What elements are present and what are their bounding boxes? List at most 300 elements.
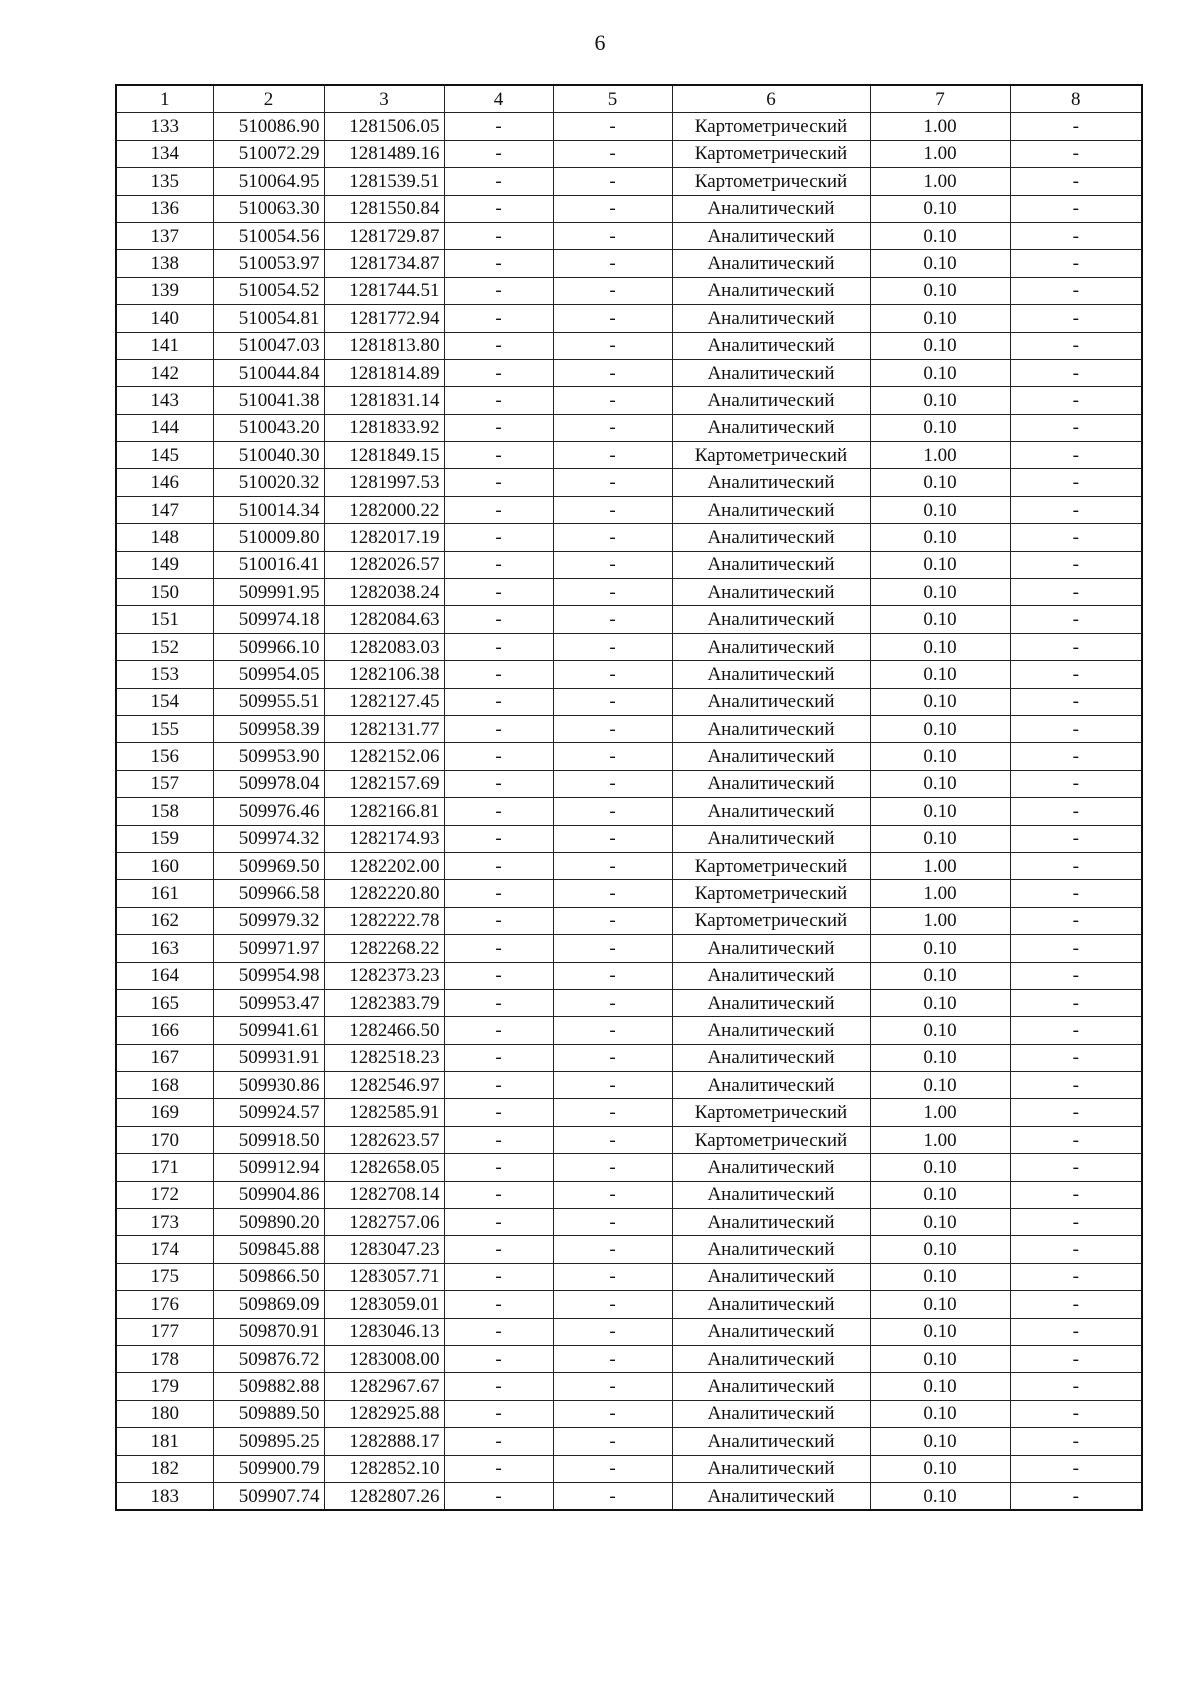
table-row (116, 469, 1142, 496)
table-cell-col-1: 136 (116, 195, 213, 222)
table-row (116, 1181, 1142, 1208)
table-cell-col-8: - (1010, 195, 1142, 222)
table-cell-col-5: - (553, 250, 672, 277)
table-cell-col-5: - (553, 305, 672, 332)
table-row (116, 1263, 1142, 1290)
table-cell-col-6: Аналитический (672, 1044, 870, 1071)
table-cell-col-4: - (444, 414, 553, 441)
column-header-3: 3 (324, 85, 444, 113)
table-cell-col-7: 0.10 (870, 743, 1010, 770)
table-cell-col-1: 166 (116, 1017, 213, 1044)
table-cell-col-2: 509966.58 (213, 880, 324, 907)
table-cell-col-3: 1282383.79 (324, 989, 444, 1016)
table-cell-col-1: 163 (116, 935, 213, 962)
table-cell-col-2: 509979.32 (213, 907, 324, 934)
table-row (116, 1373, 1142, 1400)
table-cell-col-8: - (1010, 798, 1142, 825)
table-cell-col-3: 1282658.05 (324, 1154, 444, 1181)
table-row (116, 989, 1142, 1016)
table-cell-col-7: 0.10 (870, 222, 1010, 249)
table-cell-col-5: - (553, 825, 672, 852)
table-cell-col-1: 142 (116, 359, 213, 386)
table-cell-col-8: - (1010, 1072, 1142, 1099)
table-cell-col-4: - (444, 496, 553, 523)
table-cell-col-7: 0.10 (870, 715, 1010, 742)
table-cell-col-1: 150 (116, 579, 213, 606)
table-cell-col-6: Аналитический (672, 1318, 870, 1345)
table-cell-col-7: 0.10 (870, 195, 1010, 222)
table-cell-col-7: 0.10 (870, 798, 1010, 825)
table-row (116, 1482, 1142, 1510)
table-cell-col-4: - (444, 195, 553, 222)
table-cell-col-6: Аналитический (672, 1236, 870, 1263)
table-cell-col-6: Аналитический (672, 1209, 870, 1236)
table-cell-col-8: - (1010, 1400, 1142, 1427)
table-cell-col-5: - (553, 962, 672, 989)
table-cell-col-5: - (553, 606, 672, 633)
table-cell-col-6: Аналитический (672, 770, 870, 797)
table-row (116, 305, 1142, 332)
table-cell-col-7: 1.00 (870, 907, 1010, 934)
table-cell-col-4: - (444, 989, 553, 1016)
table-cell-col-1: 171 (116, 1154, 213, 1181)
table-cell-col-3: 1283047.23 (324, 1236, 444, 1263)
table-cell-col-7: 1.00 (870, 852, 1010, 879)
table-cell-col-6: Картометрический (672, 907, 870, 934)
table-cell-col-3: 1283057.71 (324, 1263, 444, 1290)
table-cell-col-2: 510054.81 (213, 305, 324, 332)
table-cell-col-3: 1283008.00 (324, 1345, 444, 1372)
table-cell-col-5: - (553, 469, 672, 496)
table-cell-col-1: 134 (116, 140, 213, 167)
table-row (116, 688, 1142, 715)
table-cell-col-2: 509958.39 (213, 715, 324, 742)
table-cell-col-6: Аналитический (672, 277, 870, 304)
table-cell-col-5: - (553, 1181, 672, 1208)
table-cell-col-5: - (553, 414, 672, 441)
table-cell-col-1: 165 (116, 989, 213, 1016)
table-cell-col-5: - (553, 277, 672, 304)
table-cell-col-5: - (553, 359, 672, 386)
table-cell-col-1: 143 (116, 387, 213, 414)
table-row (116, 825, 1142, 852)
table-cell-col-8: - (1010, 989, 1142, 1016)
table-cell-col-7: 0.10 (870, 1017, 1010, 1044)
table-cell-col-6: Аналитический (672, 688, 870, 715)
table-cell-col-5: - (553, 1044, 672, 1071)
table-row (116, 414, 1142, 441)
table-cell-col-4: - (444, 1181, 553, 1208)
table-cell-col-3: 1282131.77 (324, 715, 444, 742)
table-cell-col-4: - (444, 1400, 553, 1427)
table-cell-col-1: 182 (116, 1455, 213, 1482)
table-cell-col-6: Аналитический (672, 798, 870, 825)
table-cell-col-6: Аналитический (672, 305, 870, 332)
table-cell-col-7: 0.10 (870, 1482, 1010, 1510)
table-cell-col-5: - (553, 935, 672, 962)
table-cell-col-2: 509889.50 (213, 1400, 324, 1427)
table-cell-col-2: 509991.95 (213, 579, 324, 606)
table-cell-col-1: 151 (116, 606, 213, 633)
table-cell-col-6: Аналитический (672, 414, 870, 441)
table-cell-col-6: Картометрический (672, 1126, 870, 1153)
table-row (116, 113, 1142, 140)
table-cell-col-7: 0.10 (870, 661, 1010, 688)
table-cell-col-7: 1.00 (870, 168, 1010, 195)
table-row (116, 1345, 1142, 1372)
table-cell-col-2: 509953.47 (213, 989, 324, 1016)
table-cell-col-5: - (553, 579, 672, 606)
table-cell-col-7: 0.10 (870, 1236, 1010, 1263)
table-row (116, 1154, 1142, 1181)
table-row (116, 1209, 1142, 1236)
table-cell-col-8: - (1010, 1428, 1142, 1455)
table-cell-col-7: 1.00 (870, 1126, 1010, 1153)
table-row (116, 496, 1142, 523)
table-cell-col-1: 145 (116, 442, 213, 469)
table-cell-col-7: 0.10 (870, 250, 1010, 277)
table-cell-col-5: - (553, 715, 672, 742)
table-cell-col-4: - (444, 880, 553, 907)
table-cell-col-1: 152 (116, 633, 213, 660)
table-row (116, 1099, 1142, 1126)
table-cell-col-5: - (553, 1373, 672, 1400)
table-cell-col-3: 1282174.93 (324, 825, 444, 852)
table-cell-col-3: 1281849.15 (324, 442, 444, 469)
table-row (116, 222, 1142, 249)
table-cell-col-4: - (444, 222, 553, 249)
table-cell-col-2: 509974.32 (213, 825, 324, 852)
table-cell-col-5: - (553, 852, 672, 879)
table-cell-col-8: - (1010, 579, 1142, 606)
table-row (116, 962, 1142, 989)
table-cell-col-4: - (444, 113, 553, 140)
table-cell-col-5: - (553, 989, 672, 1016)
table-row (116, 277, 1142, 304)
table-cell-col-8: - (1010, 387, 1142, 414)
table-cell-col-3: 1282152.06 (324, 743, 444, 770)
table-cell-col-5: - (553, 1126, 672, 1153)
table-cell-col-7: 0.10 (870, 1291, 1010, 1318)
table-cell-col-8: - (1010, 469, 1142, 496)
table-cell-col-8: - (1010, 222, 1142, 249)
table-cell-col-3: 1281734.87 (324, 250, 444, 277)
table-cell-col-7: 1.00 (870, 1099, 1010, 1126)
table-cell-col-8: - (1010, 250, 1142, 277)
table-cell-col-8: - (1010, 551, 1142, 578)
table-cell-col-7: 0.10 (870, 1263, 1010, 1290)
table-row (116, 387, 1142, 414)
table-cell-col-3: 1283059.01 (324, 1291, 444, 1318)
table-row (116, 524, 1142, 551)
table-cell-col-4: - (444, 661, 553, 688)
table-cell-col-5: - (553, 551, 672, 578)
table-row (116, 1236, 1142, 1263)
table-row (116, 442, 1142, 469)
table-cell-col-6: Аналитический (672, 469, 870, 496)
table-cell-col-4: - (444, 1072, 553, 1099)
table-cell-col-5: - (553, 1099, 672, 1126)
table-cell-col-1: 180 (116, 1400, 213, 1427)
table-cell-col-2: 509912.94 (213, 1154, 324, 1181)
table-cell-col-1: 164 (116, 962, 213, 989)
table-cell-col-8: - (1010, 633, 1142, 660)
table-cell-col-7: 0.10 (870, 414, 1010, 441)
table-cell-col-4: - (444, 770, 553, 797)
table-cell-col-3: 1281831.14 (324, 387, 444, 414)
table-cell-col-6: Картометрический (672, 113, 870, 140)
table-cell-col-5: - (553, 1291, 672, 1318)
table-cell-col-4: - (444, 579, 553, 606)
table-cell-col-2: 509870.91 (213, 1318, 324, 1345)
table-cell-col-7: 0.10 (870, 1345, 1010, 1372)
table-cell-col-7: 0.10 (870, 770, 1010, 797)
table-cell-col-8: - (1010, 1044, 1142, 1071)
table-cell-col-2: 510054.52 (213, 277, 324, 304)
table-body (116, 113, 1142, 1510)
column-header-7: 7 (870, 85, 1010, 113)
table-row (116, 1044, 1142, 1071)
table-cell-col-1: 181 (116, 1428, 213, 1455)
table-cell-col-4: - (444, 1291, 553, 1318)
table-cell-col-6: Аналитический (672, 551, 870, 578)
table-cell-col-1: 158 (116, 798, 213, 825)
table-cell-col-4: - (444, 606, 553, 633)
table-cell-col-5: - (553, 1482, 672, 1510)
column-header-4: 4 (444, 85, 553, 113)
table-cell-col-1: 168 (116, 1072, 213, 1099)
table-cell-col-6: Аналитический (672, 1017, 870, 1044)
table-cell-col-5: - (553, 1154, 672, 1181)
table-cell-col-2: 509969.50 (213, 852, 324, 879)
table-cell-col-2: 510041.38 (213, 387, 324, 414)
table-cell-col-6: Аналитический (672, 661, 870, 688)
table-cell-col-6: Аналитический (672, 1154, 870, 1181)
table-row (116, 852, 1142, 879)
table-cell-col-8: - (1010, 1126, 1142, 1153)
table-cell-col-6: Картометрический (672, 442, 870, 469)
table-cell-col-2: 510053.97 (213, 250, 324, 277)
table-cell-col-1: 170 (116, 1126, 213, 1153)
table-cell-col-4: - (444, 551, 553, 578)
table-row (116, 1291, 1142, 1318)
table-cell-col-3: 1282026.57 (324, 551, 444, 578)
table-row (116, 1400, 1142, 1427)
table-cell-col-6: Аналитический (672, 743, 870, 770)
table-cell-col-6: Аналитический (672, 222, 870, 249)
table-cell-col-4: - (444, 1209, 553, 1236)
table-cell-col-6: Аналитический (672, 1428, 870, 1455)
table-cell-col-3: 1282268.22 (324, 935, 444, 962)
table-row (116, 332, 1142, 359)
table-row (116, 1455, 1142, 1482)
table-cell-col-7: 0.10 (870, 524, 1010, 551)
table-cell-col-3: 1282157.69 (324, 770, 444, 797)
table-cell-col-2: 509971.97 (213, 935, 324, 962)
table-cell-col-1: 167 (116, 1044, 213, 1071)
table-cell-col-1: 179 (116, 1373, 213, 1400)
table-cell-col-6: Аналитический (672, 633, 870, 660)
table-cell-col-7: 0.10 (870, 1181, 1010, 1208)
table-cell-col-4: - (444, 524, 553, 551)
table-cell-col-2: 510047.03 (213, 332, 324, 359)
table-cell-col-5: - (553, 798, 672, 825)
table-cell-col-1: 157 (116, 770, 213, 797)
table-cell-col-1: 162 (116, 907, 213, 934)
table-cell-col-6: Аналитический (672, 1291, 870, 1318)
table-cell-col-2: 509941.61 (213, 1017, 324, 1044)
table-cell-col-7: 0.10 (870, 1455, 1010, 1482)
table-cell-col-6: Аналитический (672, 195, 870, 222)
table-cell-col-8: - (1010, 359, 1142, 386)
table-cell-col-4: - (444, 250, 553, 277)
table-cell-col-8: - (1010, 496, 1142, 523)
table-cell-col-8: - (1010, 1154, 1142, 1181)
table-cell-col-1: 147 (116, 496, 213, 523)
table-cell-col-2: 509953.90 (213, 743, 324, 770)
column-header-8: 8 (1010, 85, 1142, 113)
table-cell-col-6: Аналитический (672, 825, 870, 852)
table-cell-col-3: 1283046.13 (324, 1318, 444, 1345)
table-cell-col-3: 1281539.51 (324, 168, 444, 195)
table-cell-col-2: 509978.04 (213, 770, 324, 797)
table-cell-col-7: 0.10 (870, 825, 1010, 852)
table-cell-col-3: 1281489.16 (324, 140, 444, 167)
table-cell-col-2: 509931.91 (213, 1044, 324, 1071)
table-cell-col-6: Аналитический (672, 1400, 870, 1427)
table-cell-col-2: 509882.88 (213, 1373, 324, 1400)
table-cell-col-1: 155 (116, 715, 213, 742)
table-cell-col-3: 1282888.17 (324, 1428, 444, 1455)
table-row (116, 250, 1142, 277)
table-cell-col-8: - (1010, 140, 1142, 167)
table-cell-col-3: 1282038.24 (324, 579, 444, 606)
table-cell-col-8: - (1010, 825, 1142, 852)
table-cell-col-8: - (1010, 606, 1142, 633)
table-cell-col-3: 1282106.38 (324, 661, 444, 688)
table-cell-col-8: - (1010, 332, 1142, 359)
table-cell-col-7: 0.10 (870, 277, 1010, 304)
table-cell-col-2: 509930.86 (213, 1072, 324, 1099)
table-cell-col-6: Аналитический (672, 1072, 870, 1099)
table-cell-col-4: - (444, 140, 553, 167)
table-row (116, 880, 1142, 907)
table-row (116, 359, 1142, 386)
table-cell-col-7: 0.10 (870, 496, 1010, 523)
table-cell-col-8: - (1010, 1099, 1142, 1126)
table-cell-col-8: - (1010, 524, 1142, 551)
table-cell-col-6: Картометрический (672, 1099, 870, 1126)
table-cell-col-8: - (1010, 661, 1142, 688)
table-cell-col-7: 0.10 (870, 469, 1010, 496)
table-row (116, 606, 1142, 633)
table-cell-col-8: - (1010, 113, 1142, 140)
table-row (116, 195, 1142, 222)
table-cell-col-5: - (553, 1017, 672, 1044)
table-cell-col-8: - (1010, 1455, 1142, 1482)
table-cell-col-5: - (553, 442, 672, 469)
table-cell-col-7: 0.10 (870, 305, 1010, 332)
table-cell-col-6: Аналитический (672, 250, 870, 277)
table-cell-col-4: - (444, 743, 553, 770)
table-cell-col-3: 1281550.84 (324, 195, 444, 222)
table-row (116, 140, 1142, 167)
table-cell-col-3: 1282623.57 (324, 1126, 444, 1153)
table-cell-col-8: - (1010, 168, 1142, 195)
table-cell-col-8: - (1010, 880, 1142, 907)
table-cell-col-8: - (1010, 1017, 1142, 1044)
table-cell-col-2: 510064.95 (213, 168, 324, 195)
table-row (116, 1017, 1142, 1044)
table-cell-col-2: 509976.46 (213, 798, 324, 825)
table-cell-col-4: - (444, 1263, 553, 1290)
table-cell-col-2: 509966.10 (213, 633, 324, 660)
table-cell-col-5: - (553, 1345, 672, 1372)
table-cell-col-1: 154 (116, 688, 213, 715)
table-row (116, 743, 1142, 770)
table-cell-col-4: - (444, 688, 553, 715)
table-cell-col-8: - (1010, 743, 1142, 770)
table-cell-col-3: 1282757.06 (324, 1209, 444, 1236)
table-cell-col-7: 0.10 (870, 1154, 1010, 1181)
table-cell-col-6: Аналитический (672, 1373, 870, 1400)
table-cell-col-4: - (444, 332, 553, 359)
table-cell-col-1: 174 (116, 1236, 213, 1263)
table-cell-col-2: 509876.72 (213, 1345, 324, 1372)
table-cell-col-3: 1282546.97 (324, 1072, 444, 1099)
table-cell-col-8: - (1010, 1318, 1142, 1345)
table-cell-col-8: - (1010, 1291, 1142, 1318)
table-cell-col-8: - (1010, 935, 1142, 962)
table-cell-col-8: - (1010, 1482, 1142, 1510)
table-cell-col-1: 148 (116, 524, 213, 551)
column-header-1: 1 (116, 85, 213, 113)
table-cell-col-1: 133 (116, 113, 213, 140)
table-cell-col-8: - (1010, 1236, 1142, 1263)
table-cell-col-5: - (553, 1209, 672, 1236)
table-cell-col-3: 1282000.22 (324, 496, 444, 523)
table-cell-col-6: Аналитический (672, 935, 870, 962)
table-cell-col-7: 0.10 (870, 332, 1010, 359)
table-cell-col-6: Аналитический (672, 1263, 870, 1290)
table-cell-col-4: - (444, 168, 553, 195)
table-cell-col-4: - (444, 1099, 553, 1126)
table-cell-col-6: Аналитический (672, 606, 870, 633)
table-cell-col-3: 1282585.91 (324, 1099, 444, 1126)
table-header-row (116, 85, 1142, 113)
table-cell-col-5: - (553, 661, 672, 688)
table-cell-col-1: 139 (116, 277, 213, 304)
table-cell-col-7: 0.10 (870, 387, 1010, 414)
table-cell-col-7: 0.10 (870, 1072, 1010, 1099)
table-cell-col-3: 1281814.89 (324, 359, 444, 386)
table-cell-col-7: 0.10 (870, 1428, 1010, 1455)
table-cell-col-4: - (444, 1455, 553, 1482)
table-cell-col-3: 1282166.81 (324, 798, 444, 825)
table-cell-col-2: 509904.86 (213, 1181, 324, 1208)
table-cell-col-7: 1.00 (870, 140, 1010, 167)
table-cell-col-3: 1282967.67 (324, 1373, 444, 1400)
table-cell-col-8: - (1010, 277, 1142, 304)
table-cell-col-3: 1281506.05 (324, 113, 444, 140)
table-cell-col-7: 0.10 (870, 606, 1010, 633)
table-cell-col-3: 1282852.10 (324, 1455, 444, 1482)
table-cell-col-1: 137 (116, 222, 213, 249)
table-row (116, 770, 1142, 797)
table-cell-col-5: - (553, 140, 672, 167)
table-cell-col-6: Аналитический (672, 524, 870, 551)
table-cell-col-2: 510014.34 (213, 496, 324, 523)
